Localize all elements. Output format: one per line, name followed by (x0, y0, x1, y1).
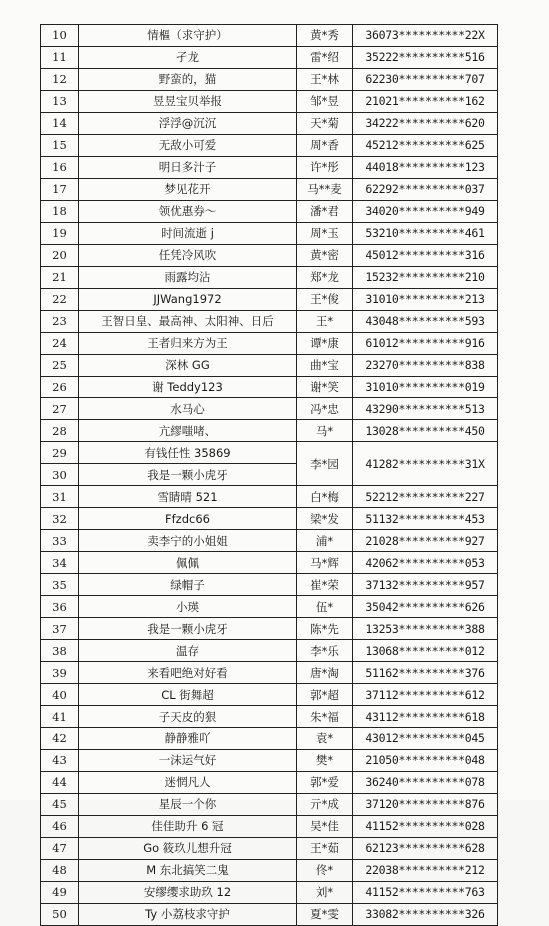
nickname-cell: 情樞（求守护） (79, 25, 297, 47)
nickname-cell: 我是一颗小虎牙 (79, 618, 297, 640)
masked-id-cell: 45012**********316 (353, 244, 498, 266)
masked-name-cell: 陈*先 (297, 618, 353, 640)
table-row (41, 332, 498, 354)
table-row (41, 640, 498, 662)
masked-id-cell: 42062**********053 (353, 552, 498, 574)
masked-name-cell: 梁*发 (297, 508, 353, 530)
row-number-cell: 40 (41, 684, 79, 706)
masked-name-cell: 天*菊 (297, 112, 353, 134)
row-number-cell: 21 (41, 266, 79, 288)
masked-id-cell: 15232**********210 (353, 266, 498, 288)
masked-name-cell: 黄*秀 (297, 25, 353, 47)
table-row (41, 420, 498, 442)
nickname-cell: 昱昱宝贝举报 (79, 90, 297, 112)
masked-id-cell: 62292**********037 (353, 178, 498, 200)
nickname-cell: 梦见花开 (79, 178, 297, 200)
row-number-cell: 37 (41, 618, 79, 640)
row-number-cell: 24 (41, 332, 79, 354)
table-row (41, 244, 498, 266)
row-number-cell: 34 (41, 552, 79, 574)
table-row (41, 552, 498, 574)
row-number-cell: 39 (41, 662, 79, 684)
masked-id-cell: 35222**********516 (353, 46, 498, 68)
masked-name-cell: 樊* (297, 749, 353, 771)
row-number-cell: 28 (41, 420, 79, 442)
nickname-cell: 浮浮@沉沉 (79, 112, 297, 134)
nickname-cell: 小瑛 (79, 596, 297, 618)
row-number-cell: 20 (41, 244, 79, 266)
table-row (41, 376, 498, 398)
table-row (41, 442, 498, 464)
nickname-cell: 时间流逝 j (79, 222, 297, 244)
row-number-cell: 46 (41, 815, 79, 837)
row-number-cell: 13 (41, 90, 79, 112)
masked-name-cell: 黄*密 (297, 244, 353, 266)
table-row (41, 574, 498, 596)
table-row (41, 486, 498, 508)
masked-id-cell: 34222**********620 (353, 112, 498, 134)
masked-name-cell: 冯*忠 (297, 398, 353, 420)
table-row (41, 90, 498, 112)
nickname-cell: 安缪缨求助玖 12 (79, 881, 297, 903)
masked-name-cell: 吴*佳 (297, 815, 353, 837)
masked-id-cell: 43112**********618 (353, 706, 498, 728)
masked-id-cell: 41152**********763 (353, 881, 498, 903)
masked-id-cell: 45212**********625 (353, 134, 498, 156)
row-number-cell: 27 (41, 398, 79, 420)
row-number-cell: 35 (41, 574, 79, 596)
nickname-cell: 温存 (79, 640, 297, 662)
masked-id-cell: 22038**********212 (353, 859, 498, 881)
nickname-cell: 我是一颗小虎牙 (79, 464, 297, 486)
nickname-cell: 水马心 (79, 398, 297, 420)
nickname-cell: 绿帽子 (79, 574, 297, 596)
nickname-cell: 王智日皇、最高神、太阳神、日后 (79, 310, 297, 332)
masked-id-cell: 43290**********513 (353, 398, 498, 420)
masked-name-cell: 王*俊 (297, 288, 353, 310)
nickname-cell: 雪睛晴 521 (79, 486, 297, 508)
masked-name-cell: 马*辉 (297, 552, 353, 574)
nickname-cell: CL 街舞超 (79, 684, 297, 706)
row-number-cell: 14 (41, 112, 79, 134)
masked-id-cell: 51132**********453 (353, 508, 498, 530)
table-row (41, 134, 498, 156)
table-row (41, 266, 498, 288)
masked-name-cell: 唐*淘 (297, 662, 353, 684)
nickname-cell: 静静雅吖 (79, 728, 297, 750)
row-number-cell: 19 (41, 222, 79, 244)
masked-id-cell: 13028**********450 (353, 420, 498, 442)
nickname-cell: JJWang1972 (79, 288, 297, 310)
masked-id-cell: 41282**********31X (353, 442, 498, 486)
table-row (41, 25, 498, 47)
masked-name-cell: 李*乐 (297, 640, 353, 662)
table-row (41, 288, 498, 310)
row-number-cell: 41 (41, 706, 79, 728)
masked-id-cell: 62230**********707 (353, 68, 498, 90)
masked-id-cell: 62123**********628 (353, 837, 498, 859)
masked-name-cell: 马**麦 (297, 178, 353, 200)
table-row (41, 793, 498, 815)
nickname-cell: Ffzdc66 (79, 508, 297, 530)
table-row (41, 200, 498, 222)
table-row (41, 706, 498, 728)
masked-id-cell: 35042**********626 (353, 596, 498, 618)
row-number-cell: 30 (41, 464, 79, 486)
masked-id-cell: 37112**********612 (353, 684, 498, 706)
row-number-cell: 18 (41, 200, 79, 222)
masked-name-cell: 郭*超 (297, 684, 353, 706)
table-row (41, 903, 498, 925)
table-row (41, 618, 498, 640)
row-number-cell: 12 (41, 68, 79, 90)
row-number-cell: 26 (41, 376, 79, 398)
masked-name-cell: 曲*宝 (297, 354, 353, 376)
masked-id-cell: 52212**********227 (353, 486, 498, 508)
masked-id-cell: 31010**********019 (353, 376, 498, 398)
masked-id-cell: 33082**********326 (353, 903, 498, 925)
table-row (41, 398, 498, 420)
masked-id-cell: 21050**********048 (353, 749, 498, 771)
table-row (41, 46, 498, 68)
row-number-cell: 25 (41, 354, 79, 376)
table-row (41, 354, 498, 376)
masked-name-cell: 佟* (297, 859, 353, 881)
row-number-cell: 47 (41, 837, 79, 859)
masked-name-cell: 伍* (297, 596, 353, 618)
nickname-cell: 谢 Teddy123 (79, 376, 297, 398)
table-row (41, 815, 498, 837)
masked-id-cell: 61012**********916 (353, 332, 498, 354)
row-number-cell: 38 (41, 640, 79, 662)
row-number-cell: 22 (41, 288, 79, 310)
masked-name-cell: 潘*君 (297, 200, 353, 222)
row-number-cell: 50 (41, 903, 79, 925)
nickname-cell: Go 筱玖儿想升冠 (79, 837, 297, 859)
masked-id-cell: 53210**********461 (353, 222, 498, 244)
roster-table (40, 24, 498, 926)
table-row (41, 310, 498, 332)
table-row (41, 68, 498, 90)
masked-name-cell: 王*茹 (297, 837, 353, 859)
table-row (41, 684, 498, 706)
row-number-cell: 10 (41, 25, 79, 47)
masked-id-cell: 36073**********22X (353, 25, 498, 47)
table-row (41, 728, 498, 750)
masked-id-cell: 37120**********876 (353, 793, 498, 815)
masked-name-cell: 周*香 (297, 134, 353, 156)
row-number-cell: 32 (41, 508, 79, 530)
masked-name-cell: 浦* (297, 530, 353, 552)
nickname-cell: Ty 小荔枝求守护 (79, 903, 297, 925)
nickname-cell: 来看吧绝对好看 (79, 662, 297, 684)
row-number-cell: 15 (41, 134, 79, 156)
masked-name-cell: 刘* (297, 881, 353, 903)
masked-id-cell: 41152**********028 (353, 815, 498, 837)
nickname-cell: 雨露均沾 (79, 266, 297, 288)
nickname-cell: 子天皮的狠 (79, 706, 297, 728)
row-number-cell: 29 (41, 442, 79, 464)
masked-id-cell: 36240**********078 (353, 771, 498, 793)
masked-id-cell: 43048**********593 (353, 310, 498, 332)
masked-name-cell: 崔*荣 (297, 574, 353, 596)
masked-name-cell: 马* (297, 420, 353, 442)
masked-id-cell: 34020**********949 (353, 200, 498, 222)
nickname-cell: 迷惘凡人 (79, 771, 297, 793)
masked-name-cell: 谭*康 (297, 332, 353, 354)
nickname-cell: 无敌小可爱 (79, 134, 297, 156)
masked-name-cell: 邹*昱 (297, 90, 353, 112)
table-row (41, 662, 498, 684)
row-number-cell: 17 (41, 178, 79, 200)
nickname-cell: 一沫运气好 (79, 749, 297, 771)
masked-id-cell: 13253**********388 (353, 618, 498, 640)
row-number-cell: 16 (41, 156, 79, 178)
masked-name-cell: 亓*成 (297, 793, 353, 815)
nickname-cell: 卖李宁的小姐姐 (79, 530, 297, 552)
row-number-cell: 49 (41, 881, 79, 903)
masked-name-cell: 李*园 (297, 442, 353, 486)
table-row (41, 178, 498, 200)
table-row (41, 837, 498, 859)
nickname-cell: 孑龙 (79, 46, 297, 68)
table-row (41, 881, 498, 903)
nickname-cell: 佩佩 (79, 552, 297, 574)
nickname-cell: 深林 GG (79, 354, 297, 376)
row-number-cell: 11 (41, 46, 79, 68)
table-row (41, 530, 498, 552)
masked-name-cell: 朱*福 (297, 706, 353, 728)
row-number-cell: 31 (41, 486, 79, 508)
masked-name-cell: 郑*龙 (297, 266, 353, 288)
nickname-cell: M 东北搞笑二鬼 (79, 859, 297, 881)
nickname-cell: 明日多汁子 (79, 156, 297, 178)
row-number-cell: 42 (41, 728, 79, 750)
masked-name-cell: 夏*雯 (297, 903, 353, 925)
masked-id-cell: 37132**********957 (353, 574, 498, 596)
roster-body (41, 25, 498, 926)
row-number-cell: 23 (41, 310, 79, 332)
nickname-cell: 有钱任性 35869 (79, 442, 297, 464)
row-number-cell: 45 (41, 793, 79, 815)
masked-id-cell: 13068**********012 (353, 640, 498, 662)
masked-id-cell: 23270**********838 (353, 354, 498, 376)
table-row (41, 596, 498, 618)
masked-id-cell: 51162**********376 (353, 662, 498, 684)
table-row (41, 156, 498, 178)
nickname-cell: 亢繆嗤啫、 (79, 420, 297, 442)
masked-id-cell: 31010**********213 (353, 288, 498, 310)
table-row (41, 859, 498, 881)
nickname-cell: 佳佳助升 6 冠 (79, 815, 297, 837)
masked-id-cell: 44018**********123 (353, 156, 498, 178)
masked-name-cell: 白*梅 (297, 486, 353, 508)
table-row (41, 112, 498, 134)
masked-name-cell: 袁* (297, 728, 353, 750)
masked-name-cell: 雷*绍 (297, 46, 353, 68)
masked-name-cell: 许*彤 (297, 156, 353, 178)
masked-name-cell: 郭*爱 (297, 771, 353, 793)
masked-name-cell: 王* (297, 310, 353, 332)
table-row (41, 508, 498, 530)
row-number-cell: 33 (41, 530, 79, 552)
row-number-cell: 36 (41, 596, 79, 618)
nickname-cell: 星辰一个你 (79, 793, 297, 815)
nickname-cell: 领优惠券～ (79, 200, 297, 222)
masked-name-cell: 周*玉 (297, 222, 353, 244)
row-number-cell: 43 (41, 749, 79, 771)
masked-id-cell: 21021**********162 (353, 90, 498, 112)
nickname-cell: 任凭冷风吹 (79, 244, 297, 266)
masked-id-cell: 43012**********045 (353, 728, 498, 750)
masked-name-cell: 谢*笑 (297, 376, 353, 398)
masked-id-cell: 21028**********927 (353, 530, 498, 552)
masked-name-cell: 王*林 (297, 68, 353, 90)
nickname-cell: 王者归来方为王 (79, 332, 297, 354)
table-row (41, 771, 498, 793)
table-row (41, 749, 498, 771)
nickname-cell: 野蛮的，猫 (79, 68, 297, 90)
table-row (41, 222, 498, 244)
row-number-cell: 44 (41, 771, 79, 793)
row-number-cell: 48 (41, 859, 79, 881)
